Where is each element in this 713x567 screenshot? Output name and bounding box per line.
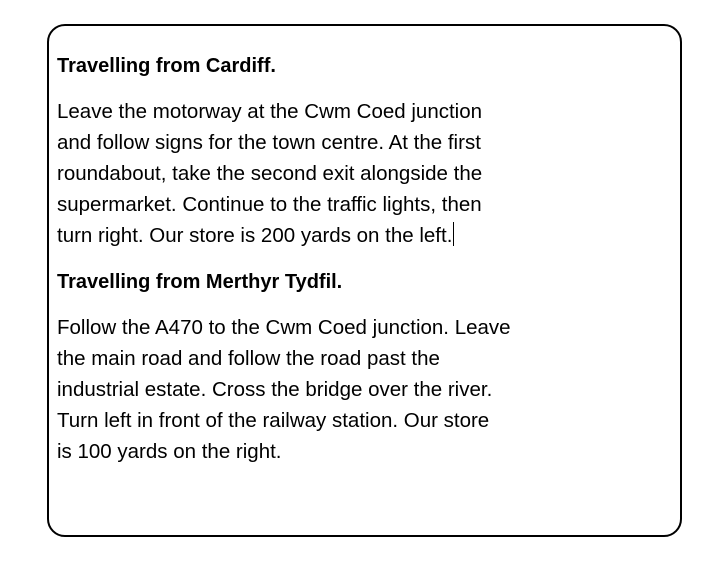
section-merthyr-tydfil <box>57 268 587 467</box>
paragraph-line: is 100 yards on the right. <box>57 440 282 463</box>
section-heading: Travelling from Merthyr Tydfil. <box>57 271 343 293</box>
paragraph-line: roundabout, take the second exit alongside the <box>57 162 483 185</box>
section-paragraph[interactable] <box>57 96 587 251</box>
paragraph-line: and follow signs for the town centre. At the first <box>57 131 481 154</box>
paragraph-line: supermarket. Continue to the traffic lights, then <box>57 193 482 216</box>
section-paragraph[interactable] <box>57 312 587 467</box>
section-cardiff <box>57 52 587 251</box>
paragraph-line-last <box>57 220 587 251</box>
directions-content <box>57 52 587 467</box>
paragraph-line-text: turn right. Our store is 200 yards on the left. <box>57 224 453 247</box>
paragraph-line: Leave the motorway at the Cwm Coed junction <box>57 100 483 123</box>
text-cursor <box>453 222 454 246</box>
section-heading: Travelling from Cardiff. <box>57 55 276 77</box>
paragraph-line: the main road and follow the road past the <box>57 347 440 370</box>
paragraph-line: industrial estate. Cross the bridge over the river. <box>57 378 493 401</box>
paragraph-line: Follow the A470 to the Cwm Coed junction. Leave <box>57 316 511 339</box>
paragraph-line: Turn left in front of the railway station. Our store <box>57 409 490 432</box>
